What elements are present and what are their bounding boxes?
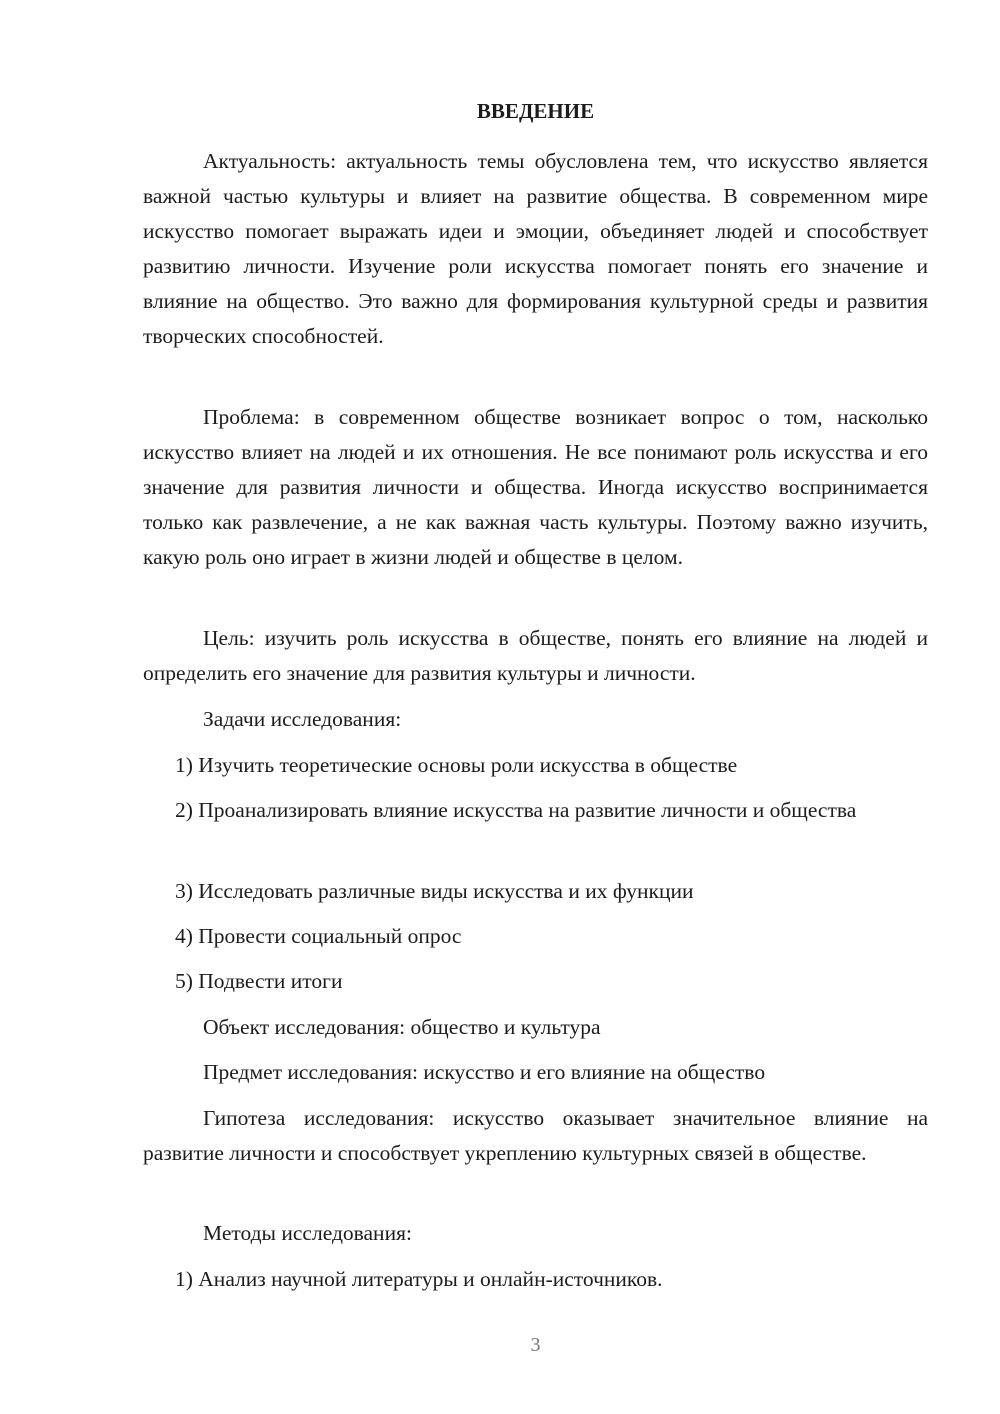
methods-heading: Методы исследования: — [203, 1221, 412, 1245]
goal-paragraph: Цель: изучить роль искусства в обществе, понять его влияние на людей и определить его значение для развития культуры и личности. — [143, 626, 928, 685]
subject-line: Предмет исследования: искусство и его влияние на общество — [203, 1060, 766, 1084]
task-item: 4) Провести социальный опрос — [175, 924, 462, 948]
relevance-paragraph: Актуальность: актуальность темы обусловлена тем, что искусство является важной частью культуры и влияет на развитие общества. В современном мире искусство помогает выражать идеи и эмоции, объединяет людей и способствует развитию личности. Изучение роли искусства помогает понять его значение и влияние на общество. Это важно для формирования культурной среды и развития творческих способностей. — [143, 149, 928, 348]
task-item: 5) Подвести итоги — [175, 969, 343, 993]
task-item: 2) Проанализировать влияние искусства на развитие личности и общества — [175, 798, 857, 822]
problem-paragraph: Проблема: в современном обществе возникает вопрос о том, насколько искусство влияет на людей и их отношения. Не все понимают роль искусства и его значение для развития личности и общества. Иногда искусство воспринимается только как развлечение, а не как важная часть культуры. Поэтому важно изучить, какую роль оно играет в жизни людей и обществе в целом. — [143, 405, 928, 569]
page-number: 3 — [530, 1334, 541, 1356]
tasks-heading: Задачи исследования: — [203, 707, 402, 731]
section-heading: ВВЕДЕНИЕ — [476, 99, 595, 123]
hypothesis-paragraph: Гипотеза исследования: искусство оказывает значительное влияние на развитие личности и способствует укреплению культурных связей в обществе. — [143, 1106, 928, 1165]
task-item: 3) Исследовать различные виды искусства и их функции — [175, 879, 694, 903]
object-line: Объект исследования: общество и культура — [203, 1015, 601, 1039]
method-item: 1) Анализ научной литературы и онлайн-источников. — [175, 1267, 663, 1291]
document-page — [143, 0, 928, 1414]
task-item: 1) Изучить теоретические основы роли искусства в обществе — [175, 753, 738, 777]
